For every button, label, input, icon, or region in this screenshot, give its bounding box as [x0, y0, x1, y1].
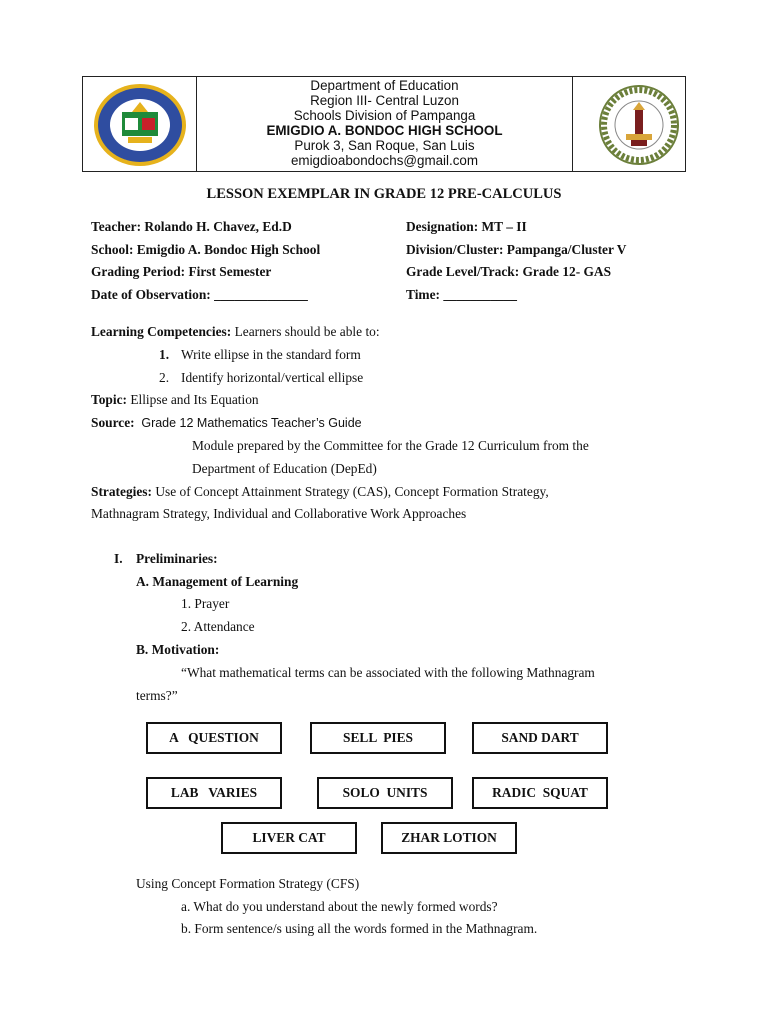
competencies-intro: Learners should be able to:	[231, 324, 380, 339]
mathnagram-word-box: LIVER CAT	[221, 822, 357, 854]
school-address: Purok 3, San Roque, San Luis	[294, 138, 475, 153]
learning-competencies	[91, 324, 380, 340]
cfs-question: a. What do you understand about the newly formed words?	[181, 899, 498, 914]
competency-number: 1.	[159, 347, 170, 362]
school-name: EMIGDIO A. BONDOC HIGH SCHOOL	[266, 123, 503, 138]
region-name: Region III- Central Luzon	[310, 93, 459, 108]
letterhead	[82, 76, 686, 172]
date-of-observation	[91, 287, 308, 303]
time-label: Time:	[406, 287, 440, 302]
motivation-question-cont: terms?”	[136, 688, 178, 703]
mathnagram-word-box: SOLO UNITS	[317, 777, 453, 809]
subsection-heading: B. Motivation:	[136, 642, 220, 657]
competency-text: Identify horizontal/vertical ellipse	[181, 370, 364, 385]
designation-info: Designation: MT – II	[406, 219, 527, 234]
section-number: I.	[114, 551, 123, 566]
grade-level-info: Grade Level/Track: Grade 12- GAS	[406, 264, 612, 279]
source-line: Module prepared by the Committee for the Grade 12 Curriculum from the	[192, 438, 589, 453]
competency-number: 2.	[159, 370, 170, 385]
strategies	[91, 484, 549, 500]
competency-item	[159, 370, 363, 386]
mathnagram-word-box: ZHAR LOTION	[381, 822, 517, 854]
time-info	[406, 287, 517, 303]
grading-period-info: Grading Period: First Semester	[91, 264, 272, 279]
letterhead-divider	[572, 77, 573, 171]
source-line: Department of Education (DepEd)	[192, 461, 377, 476]
date-label: Date of Observation:	[91, 287, 211, 302]
topic-text: Ellipse and Its Equation	[126, 392, 259, 407]
competency-item	[159, 347, 361, 363]
competency-text: Write ellipse in the standard form	[181, 347, 361, 362]
mathnagram-word-box: SELL PIES	[310, 722, 446, 754]
topic-label: Topic:	[91, 392, 127, 407]
strategies-line: Mathnagram Strategy, Individual and Collaborative Work Approaches	[91, 506, 467, 521]
mathnagram-word-box: A QUESTION	[146, 722, 282, 754]
date-blank: ______________	[214, 287, 308, 302]
cfs-heading: Using Concept Formation Strategy (CFS)	[136, 876, 360, 891]
source-label: Source:	[91, 415, 135, 430]
teacher-info: Teacher: Rolando H. Chavez, Ed.D	[91, 219, 292, 234]
deped-seal-logo	[92, 82, 188, 173]
cfs-question: b. Form sentence/s using all the words formed in the Mathnagram.	[181, 921, 538, 936]
mathnagram-word-box: LAB VARIES	[146, 777, 282, 809]
strategies-text: Use of Concept Attainment Strategy (CAS), Concept Formation Strategy,	[151, 484, 549, 499]
subsection-heading: A. Management of Learning	[136, 574, 299, 589]
school-info: School: Emigdio A. Bondoc High School	[91, 242, 321, 257]
topic	[91, 392, 259, 408]
mathnagram-word-box: RADIC SQUAT	[472, 777, 608, 809]
school-email: emigdioabondochs@gmail.com	[290, 153, 479, 168]
strategies-label: Strategies:	[91, 484, 152, 499]
list-item: 1. Prayer	[181, 596, 230, 611]
source-text: Grade 12 Mathematics Teacher’s Guide	[141, 416, 362, 430]
letterhead-text	[197, 78, 572, 168]
list-item: 2. Attendance	[181, 619, 255, 634]
time-blank: ___________	[443, 287, 517, 302]
department-name: Department of Education	[310, 78, 459, 93]
mathnagram-word-box: SAND DART	[472, 722, 608, 754]
school-seal-logo	[598, 84, 680, 171]
section-title: Preliminaries:	[136, 551, 218, 566]
source	[91, 415, 362, 431]
division-info: Division/Cluster: Pampanga/Cluster V	[406, 242, 627, 257]
section-heading	[114, 551, 218, 567]
division-name: Schools Division of Pampanga	[293, 108, 476, 123]
motivation-question: “What mathematical terms can be associated with the following Mathnagram	[181, 665, 595, 680]
document-title: LESSON EXEMPLAR IN GRADE 12 PRE-CALCULUS	[206, 186, 562, 202]
competencies-label: Learning Competencies:	[91, 324, 232, 339]
